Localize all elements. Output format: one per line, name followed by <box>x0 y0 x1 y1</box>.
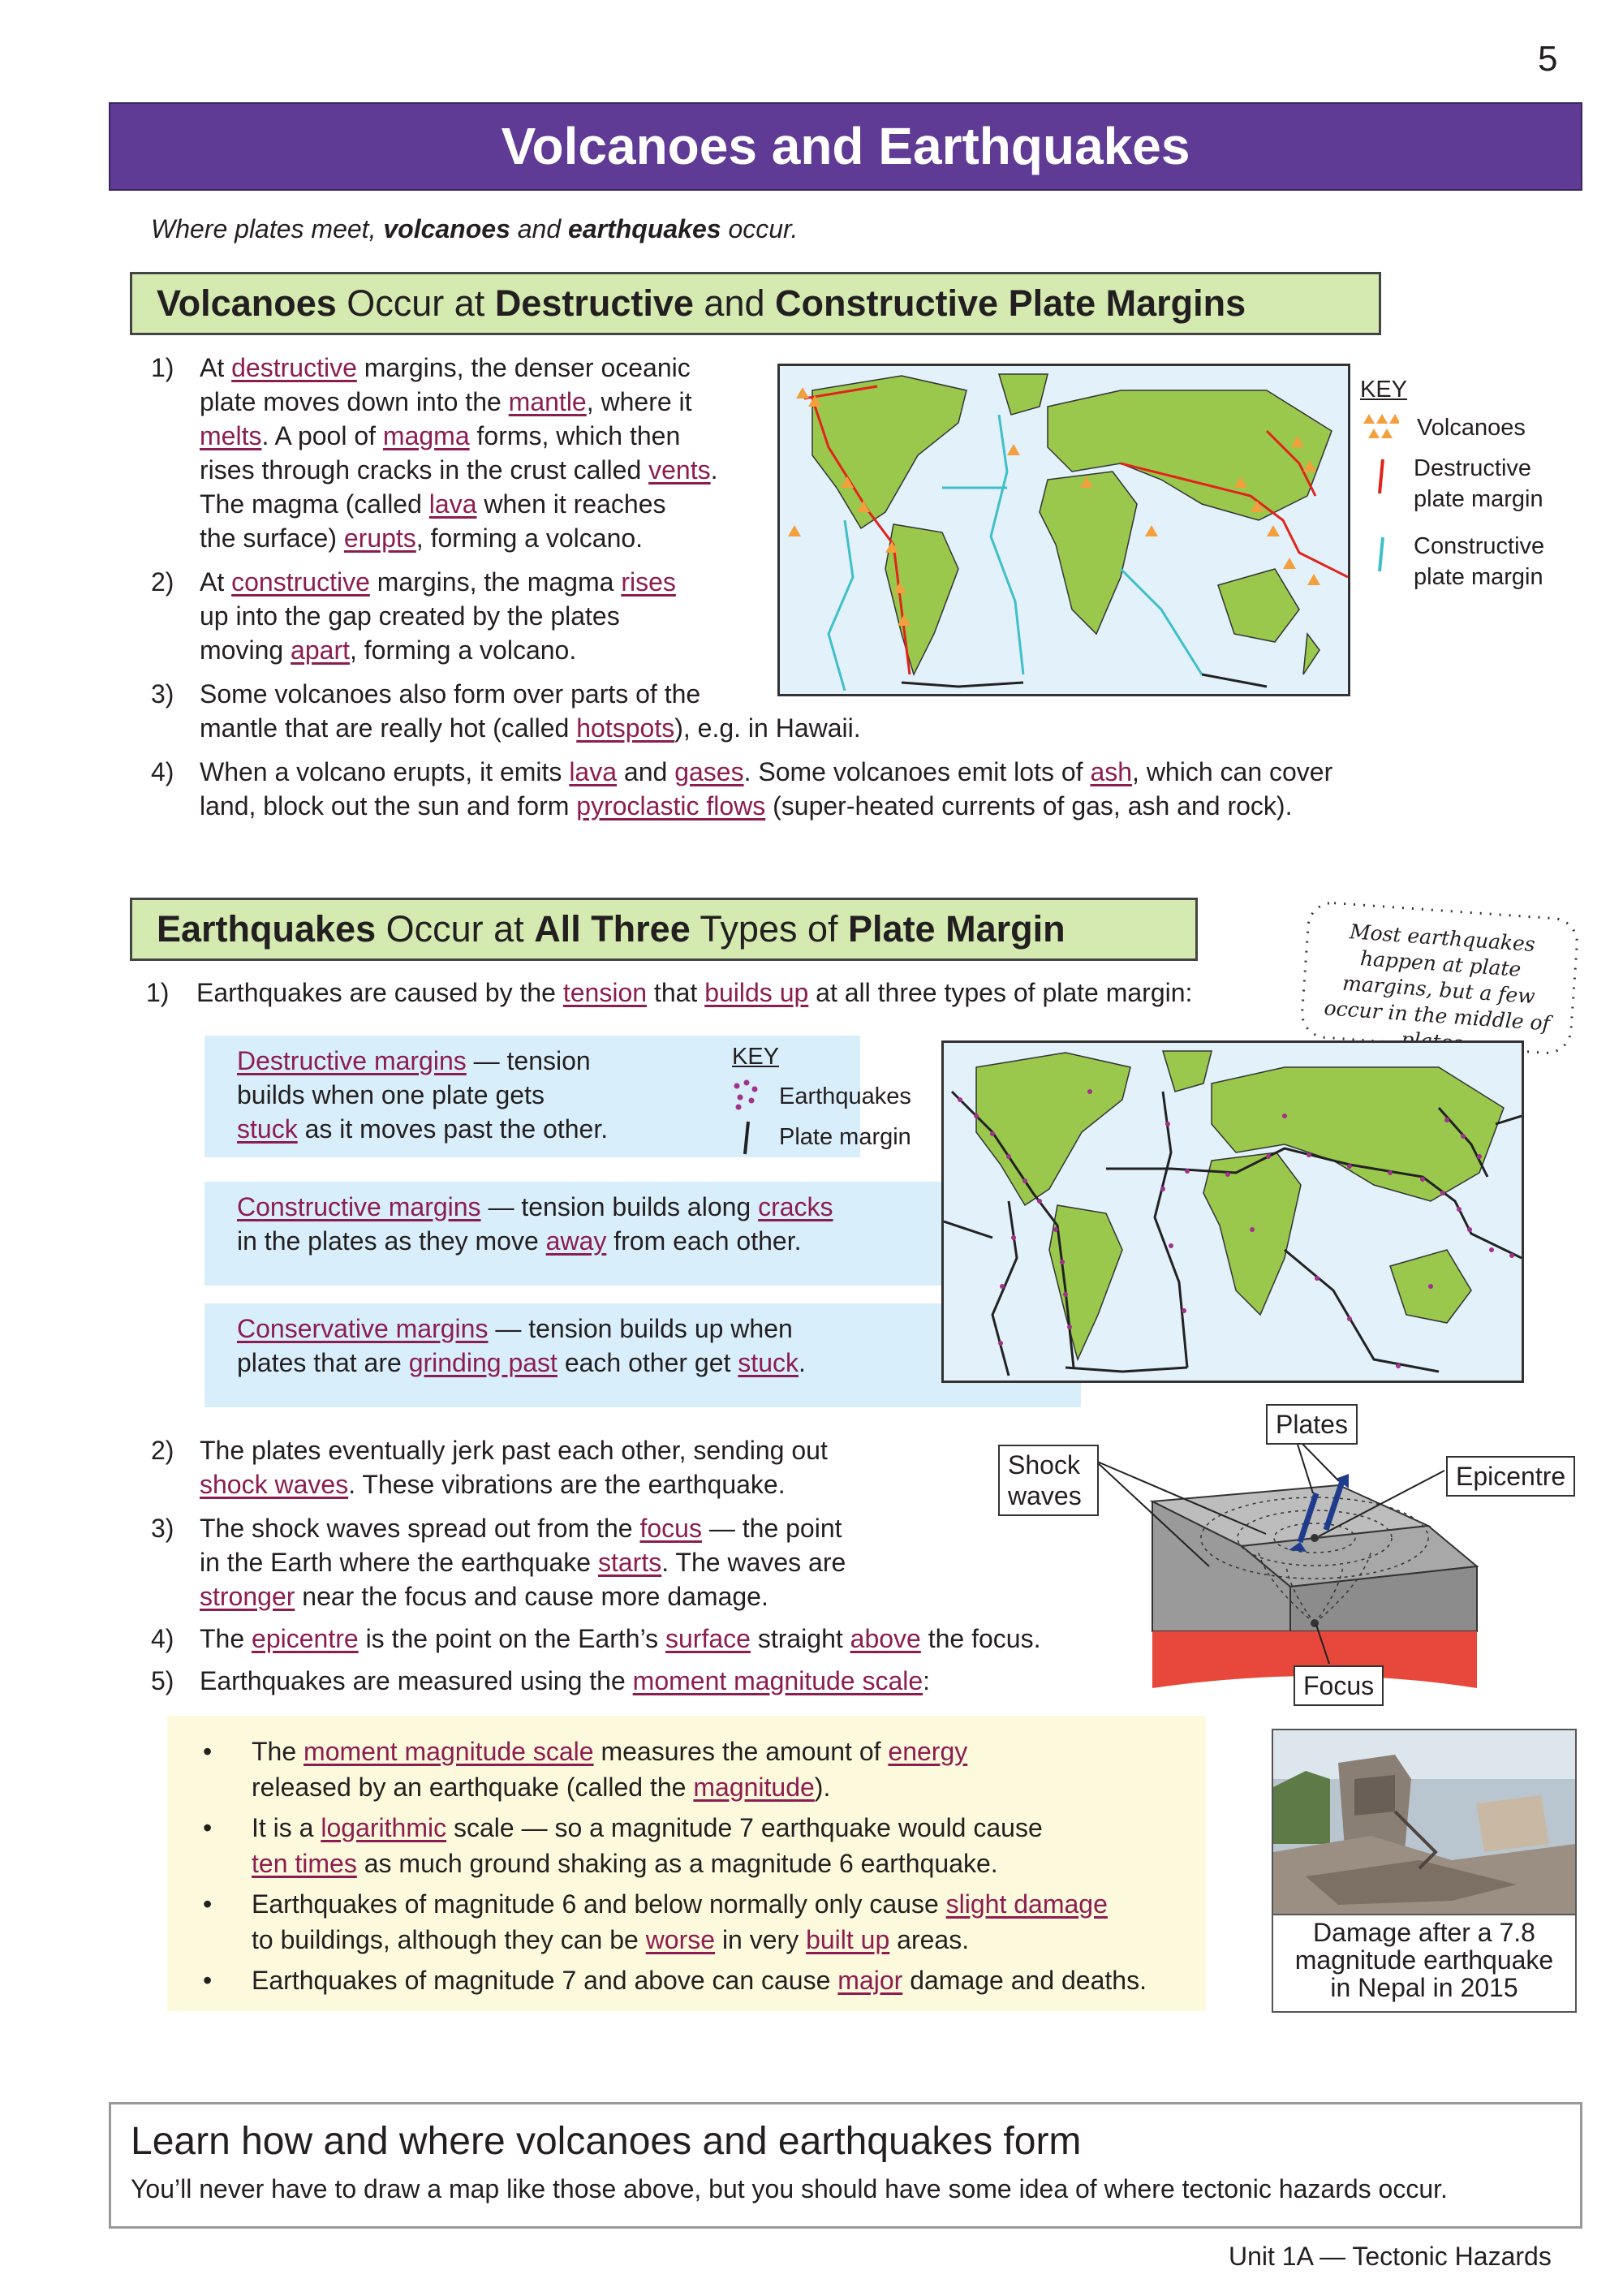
list-item <box>203 1734 1201 1805</box>
key-constructive-label: Constructive plate margin <box>1414 533 1545 590</box>
text-segment: straight <box>750 1624 850 1653</box>
text-segment: and <box>617 757 675 786</box>
text-segment: : <box>923 1666 931 1695</box>
bullet-icon: • <box>203 1737 213 1766</box>
text-segment: Earthquakes are measured using the <box>200 1666 633 1695</box>
key-term: hotspots <box>576 713 675 743</box>
text-segment: as it moves past the other. <box>297 1114 609 1144</box>
key-term: mantle <box>508 387 587 416</box>
text-line <box>200 789 1332 823</box>
text-segment: that <box>647 978 705 1007</box>
list-item <box>203 1810 1201 1881</box>
text-segment: . <box>710 455 718 485</box>
text-segment: land, block out the sun and form <box>200 791 577 821</box>
epicentre-label: Epicentre <box>1446 1456 1575 1497</box>
text-segment: The <box>252 1737 304 1766</box>
text-line <box>196 976 1192 1010</box>
list-item: 3) The shock waves spread out from the focus — the point in the Earth where the earthquake starts. The waves are stronger near the focus and cause more damage. <box>151 1511 1109 1613</box>
key-earthquakes-label: Earthquakes <box>779 1083 911 1109</box>
text-line <box>252 1922 1250 1958</box>
page-number: 5 <box>1538 39 1558 79</box>
key-title: KEY <box>732 1044 780 1070</box>
list-item: 2) The plates eventually jerk past each other, sending out shock waves. These vibrations are the earthquake. <box>151 1433 1109 1501</box>
text-segment: margins, the magma <box>369 567 622 597</box>
text-segment: The magma (called <box>200 489 429 519</box>
text-segment: builds when one plate gets <box>237 1080 545 1109</box>
key-term: worse <box>645 1925 716 1954</box>
text-line <box>252 1769 1250 1805</box>
list-item: 2) At constructive margins, the magma rises up into the gap created by the plates moving apart, forming a volcano. <box>151 565 1482 667</box>
quake-map-key <box>732 1044 943 1165</box>
text-line <box>200 1664 930 1698</box>
text-segment: damage and deaths. <box>902 1966 1147 1995</box>
text-line <box>200 453 718 487</box>
nepal-damage-photo <box>1272 1729 1577 1915</box>
text-segment: forms, which then <box>469 421 681 450</box>
text-segment: The <box>200 1624 252 1653</box>
key-term: rises <box>621 567 676 597</box>
text-segment: ). <box>814 1773 831 1802</box>
note-bubble <box>1290 891 1589 1065</box>
text-segment: When a volcano erupts, it emits <box>200 757 570 786</box>
text-segment: the focus. <box>920 1624 1041 1653</box>
text-segment: — tension <box>466 1046 591 1075</box>
text-segment: Earthquakes are caused by the <box>196 978 563 1007</box>
summary-heading: Learn how and where volcanoes and earthquakes form <box>131 2120 1082 2163</box>
quake-item-1 <box>146 976 1282 1011</box>
text-line <box>252 1886 1250 1922</box>
text-line <box>200 755 1332 789</box>
key-term: epicentre <box>252 1624 359 1653</box>
text-segment: , forming a volcano. <box>349 635 577 665</box>
text-line <box>200 1433 828 1467</box>
text-segment: ), e.g. in Hawaii. <box>674 713 861 743</box>
plate-margin-line-icon <box>740 1120 753 1156</box>
volcano-map-graphic <box>780 366 1348 694</box>
text-line <box>200 385 718 419</box>
volcano-section-heading: Volcanoes Occur at Destructive and Constructive Plate Margins <box>130 272 1381 335</box>
key-term: destructive <box>231 353 357 382</box>
text-segment: areas. <box>889 1925 970 1954</box>
key-term: stronger <box>200 1582 295 1611</box>
text-segment: margins, the denser oceanic <box>356 353 691 382</box>
key-term: vents <box>648 455 711 485</box>
key-term: melts <box>200 421 262 450</box>
text-line <box>200 565 676 599</box>
text-line <box>237 1346 1048 1380</box>
text-segment: . <box>798 1348 806 1377</box>
text-segment: — the point <box>701 1514 842 1543</box>
text-segment: each other get <box>557 1348 738 1377</box>
volcano-triangle-icon <box>1360 409 1399 442</box>
key-term: constructive <box>231 567 370 597</box>
text-segment: the surface) <box>200 523 344 553</box>
text-line <box>200 487 718 521</box>
earthquake-map-graphic <box>944 1043 1522 1381</box>
text-line <box>200 419 718 453</box>
key-term: shock waves <box>200 1470 349 1499</box>
key-term: logarithmic <box>321 1813 447 1842</box>
text-segment: scale — so a magnitude 7 earthquake would cause <box>446 1813 1043 1842</box>
key-term: surface <box>665 1624 751 1653</box>
key-term: cracks <box>758 1192 833 1221</box>
summary-text: You’ll never have to draw a map like those above, but you should have some idea of where tectonic hazards occur. <box>131 2174 1448 2203</box>
key-term: apart <box>291 635 350 665</box>
list-item: 3) Some volcanoes also form over parts of the mantle that are really hot (called hotspots), e.g. in Hawaii. <box>151 677 1482 745</box>
key-term: lava <box>569 757 618 786</box>
text-line <box>200 711 861 745</box>
key-term: moment magnitude scale <box>632 1666 923 1695</box>
text-line <box>200 1579 846 1613</box>
text-segment: Earthquakes of magnitude 6 and below normally only cause <box>252 1889 946 1919</box>
photo-caption: Damage after a 7.8 magnitude earthquake in Nepal in 2015 <box>1272 1912 1577 2013</box>
key-term: gases <box>674 757 744 786</box>
text-segment: At <box>200 567 232 597</box>
list-item: 1) At destructive margins, the denser oceanic plate moves down into the mantle, where it melts. A pool of magma forms, which then rises through cracks in the crust called vents. The magma (called lava when it reaches the surface) erupts, forming a volcano. <box>151 351 1482 555</box>
text-segment: in the plates as they move <box>237 1226 546 1256</box>
key-term: pyroclastic flows <box>576 791 766 821</box>
text-line <box>200 521 718 555</box>
text-segment: , where it <box>586 387 692 416</box>
text-segment: in very <box>715 1925 807 1954</box>
text-line <box>200 633 676 667</box>
text-line <box>200 1545 846 1579</box>
volcano-map-key <box>1360 377 1571 604</box>
summary-box <box>109 2102 1582 2229</box>
text-line <box>200 677 861 711</box>
key-term: erupts <box>343 523 416 553</box>
list-item: 1) Earthquakes are caused by the tension that builds up at all three types of plate margin: <box>146 976 1282 1011</box>
text-line <box>252 1734 1250 1769</box>
key-title: KEY <box>1360 377 1408 403</box>
list-item: 5) Earthquakes are measured using the moment magnitude scale: <box>151 1664 1109 1698</box>
list-item: 4) The epicentre is the point on the Earth’s surface straight above the focus. <box>151 1622 1109 1656</box>
text-segment: , forming a volcano. <box>415 523 644 553</box>
constructive-margin-line-icon <box>1375 536 1388 573</box>
text-segment: is the point on the Earth’s <box>358 1624 665 1653</box>
text-segment: — tension builds up when <box>488 1314 793 1343</box>
text-segment: plate moves down into the <box>200 387 509 416</box>
list-item: 4) When a volcano erupts, it emits lava and gases. Some volcanoes emit lots of ash, which can cover land, block out the sun and form pyroclastic flows (super-heated currents of gas, ash and rock). <box>151 755 1482 823</box>
key-term: energy <box>888 1737 968 1766</box>
key-term: grinding past <box>408 1348 558 1377</box>
text-segment: . These vibrations are the earthquake. <box>348 1470 786 1499</box>
text-line <box>252 1962 1250 1998</box>
focus-label: Focus <box>1294 1665 1384 1706</box>
text-line <box>200 599 676 633</box>
key-term: moment magnitude scale <box>304 1737 594 1766</box>
text-segment: measures the amount of <box>593 1737 889 1766</box>
key-term: Constructive margins <box>237 1192 481 1221</box>
key-plate-margin-label: Plate margin <box>779 1124 911 1150</box>
key-term: slight damage <box>945 1889 1108 1919</box>
text-segment: Earthquakes of magnitude 7 and above can cause <box>252 1966 838 1995</box>
intro-text: Where plates meet, volcanoes and earthquakes occur. <box>151 214 799 243</box>
list-item <box>203 1962 1201 1998</box>
text-segment: . A pool of <box>261 421 383 450</box>
key-term: stuck <box>738 1348 799 1377</box>
text-segment: to buildings, although they can be <box>252 1925 646 1954</box>
text-segment: up into the gap created by the plates <box>200 601 620 631</box>
key-term: major <box>837 1966 903 1995</box>
text-line <box>237 1312 1048 1346</box>
key-term: built up <box>806 1925 890 1954</box>
magnitude-scale-box <box>167 1716 1206 2011</box>
text-line <box>252 1810 1250 1846</box>
key-term: above <box>850 1624 921 1653</box>
earthquake-dots-icon <box>732 1079 761 1112</box>
key-term: magma <box>382 421 470 450</box>
key-term: ten times <box>252 1849 357 1878</box>
text-segment: At <box>200 353 232 382</box>
text-line <box>200 351 718 385</box>
text-line <box>252 1846 1250 1881</box>
text-segment: The shock waves spread out from the <box>200 1514 640 1543</box>
key-volcanoes-label: Volcanoes <box>1417 415 1526 441</box>
text-segment: plates that are <box>237 1348 409 1377</box>
text-segment: It is a <box>252 1813 321 1842</box>
text-segment: in the Earth where the earthquake <box>200 1548 598 1577</box>
key-term: away <box>545 1226 607 1256</box>
text-segment: from each other. <box>606 1226 802 1256</box>
text-segment: moving <box>200 635 291 665</box>
earthquake-diagram <box>998 1404 1582 1712</box>
quake-list <box>151 1433 1109 1695</box>
key-term: ash <box>1090 757 1133 786</box>
text-segment: at all three types of plate margin: <box>808 978 1193 1007</box>
text-line <box>200 1622 1040 1656</box>
shock-waves-label: Shock waves <box>998 1445 1099 1516</box>
bullet-icon: • <box>203 1813 213 1842</box>
text-segment: (super-heated currents of gas, ash and rock). <box>765 791 1293 821</box>
bubble-text: Most earthquakes happen at plate margins, but a few occur in the middle of <box>1323 920 1551 1036</box>
text-segment: The plates eventually jerk past each other, sending out <box>200 1436 828 1465</box>
earthquake-world-map <box>941 1040 1524 1383</box>
text-segment: when it reaches <box>476 489 666 519</box>
key-term: starts <box>597 1548 662 1577</box>
plates-label: Plates <box>1266 1404 1358 1445</box>
text-line <box>200 1467 828 1501</box>
bullet-icon: • <box>203 1889 213 1919</box>
volcano-world-map <box>777 364 1350 696</box>
text-segment: released by an earthquake (called the <box>252 1773 694 1802</box>
list-item <box>203 1886 1201 1958</box>
text-segment: . Some volcanoes emit lots of <box>743 757 1091 786</box>
key-term: stuck <box>237 1114 298 1144</box>
key-term: Conservative margins <box>237 1314 489 1343</box>
text-segment: , which can cover <box>1132 757 1333 786</box>
text-segment: near the focus and cause more damage. <box>295 1582 768 1611</box>
footer-unit-label: Unit 1A — Tectonic Hazards <box>1229 2242 1552 2271</box>
text-segment: . The waves are <box>661 1548 846 1577</box>
quake-section-heading: Earthquakes Occur at All Three Types of Plate Margin <box>130 898 1198 961</box>
destructive-margin-line-icon <box>1375 458 1388 495</box>
text-segment: rises through cracks in the crust called <box>200 455 649 485</box>
text-segment: Some volcanoes also form over parts of the <box>200 679 701 709</box>
bullet-icon: • <box>203 1966 213 1995</box>
rubble-image <box>1273 1730 1575 1914</box>
page-title: Volcanoes and Earthquakes <box>109 102 1582 191</box>
text-segment: mantle that are really hot (called <box>200 713 577 743</box>
key-term: lava <box>428 489 477 519</box>
key-term: tension <box>562 978 648 1007</box>
text-line <box>200 1511 846 1545</box>
key-destructive-label: Destructive plate margin <box>1414 455 1543 512</box>
key-term: magnitude <box>693 1773 815 1802</box>
text-segment: — tension builds along <box>480 1192 759 1221</box>
key-term: Destructive margins <box>237 1046 467 1075</box>
key-term: builds up <box>704 978 809 1007</box>
key-term: focus <box>639 1514 702 1543</box>
text-segment: as much ground shaking as a magnitude 6 earthquake. <box>356 1849 998 1878</box>
